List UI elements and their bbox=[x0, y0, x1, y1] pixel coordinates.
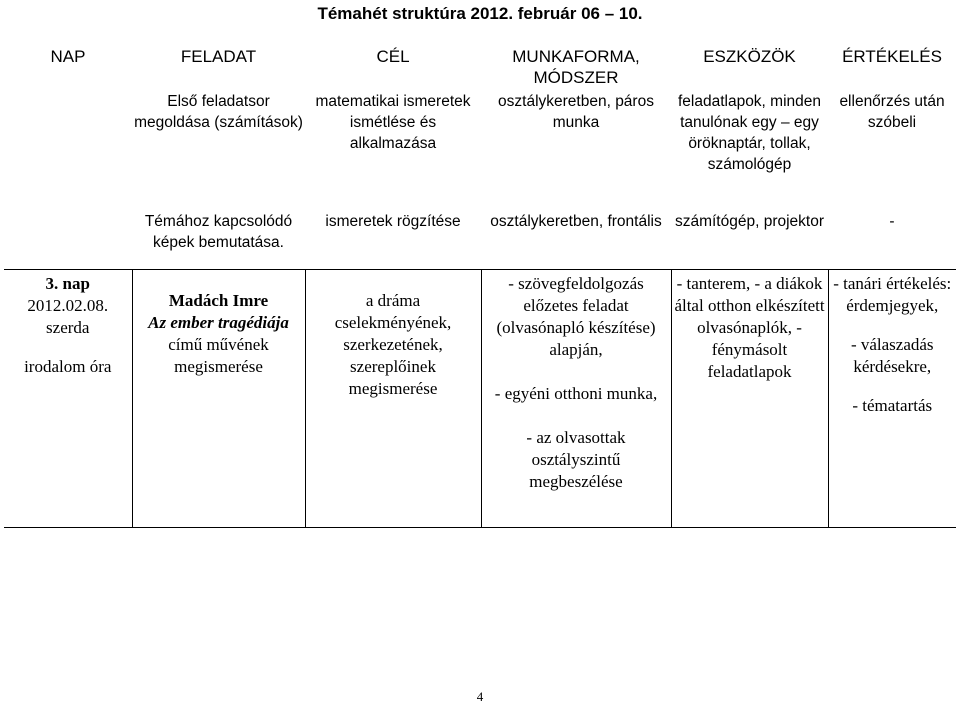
header-ertekeles: ÉRTÉKELÉS bbox=[842, 47, 942, 66]
cell-cel: ismeretek rögzítése bbox=[325, 213, 461, 230]
cell-feladat bbox=[132, 270, 305, 528]
table-row bbox=[4, 91, 956, 211]
header-feladat: FELADAT bbox=[180, 47, 257, 66]
cell-eszkozok: feladatlapok, minden tanulónak egy – egy öröknaptár, tollak, számológép bbox=[677, 93, 822, 173]
method-1: - szövegfeldolgozás előzetes feladat (olvasónapló készítése) alapján, bbox=[496, 274, 656, 359]
cell-munkaforma: osztálykeretben, páros munka bbox=[498, 93, 654, 131]
cell-munkaforma: osztálykeretben, frontális bbox=[490, 213, 662, 230]
method-3: - az olvasottak osztályszintű megbeszélése bbox=[526, 428, 626, 491]
page-number: 4 bbox=[476, 689, 484, 704]
table-header-row bbox=[4, 46, 956, 91]
goal-text: a dráma cselekményének, szerkezetének, szereplőinek megismerése bbox=[334, 291, 452, 398]
cell-cel bbox=[305, 270, 481, 528]
header-eszkozok: ESZKÖZÖK bbox=[703, 47, 796, 66]
day-name: szerda bbox=[46, 318, 90, 337]
table-row bbox=[4, 270, 956, 528]
subject: irodalom óra bbox=[24, 357, 112, 376]
page-title: Témahét struktúra 2012. február 06 – 10. bbox=[317, 4, 643, 23]
table-row bbox=[4, 211, 956, 270]
cell-ertekeles bbox=[828, 270, 956, 528]
cell-nap bbox=[4, 211, 132, 270]
cell-feladat: Első feladatsor megoldása (számítások) bbox=[134, 93, 303, 131]
method-2: - egyéni otthoni munka, bbox=[494, 384, 658, 403]
schedule-table bbox=[4, 46, 956, 528]
day-number: 3. nap bbox=[45, 274, 90, 293]
task-text: című művének megismerése bbox=[168, 335, 269, 376]
cell-ertekeles: - bbox=[889, 213, 895, 230]
cell-munkaforma bbox=[481, 270, 671, 528]
author: Madách Imre bbox=[168, 291, 269, 310]
day-date: 2012.02.08. bbox=[27, 296, 109, 315]
cell-feladat: Témához kapcsolódó képek bemutatása. bbox=[144, 213, 293, 251]
eval-3: - tématartás bbox=[852, 396, 933, 415]
header-munkaforma: MUNKAFORMA, MÓDSZER bbox=[512, 47, 640, 87]
cell-eszkozok: - tanterem, - a diákok által otthon elkészített olvasónaplók, - fénymásolt feladatlapok bbox=[671, 270, 828, 528]
eval-1: - tanári értékelés: érdemjegyek, bbox=[833, 274, 952, 315]
cell-nap bbox=[4, 91, 132, 211]
cell-ertekeles: ellenőrzés után szóbeli bbox=[839, 93, 945, 131]
work-title: Az ember tragédiája bbox=[148, 313, 289, 332]
cell-eszkozok: számítógép, projektor bbox=[674, 213, 825, 230]
eval-2: - válaszadás kérdésekre, bbox=[850, 335, 934, 376]
cell-cel: matematikai ismeretek ismétlése és alkalmazása bbox=[315, 93, 471, 152]
header-cel: CÉL bbox=[376, 47, 410, 66]
cell-nap bbox=[4, 270, 132, 528]
header-nap: NAP bbox=[50, 47, 86, 66]
